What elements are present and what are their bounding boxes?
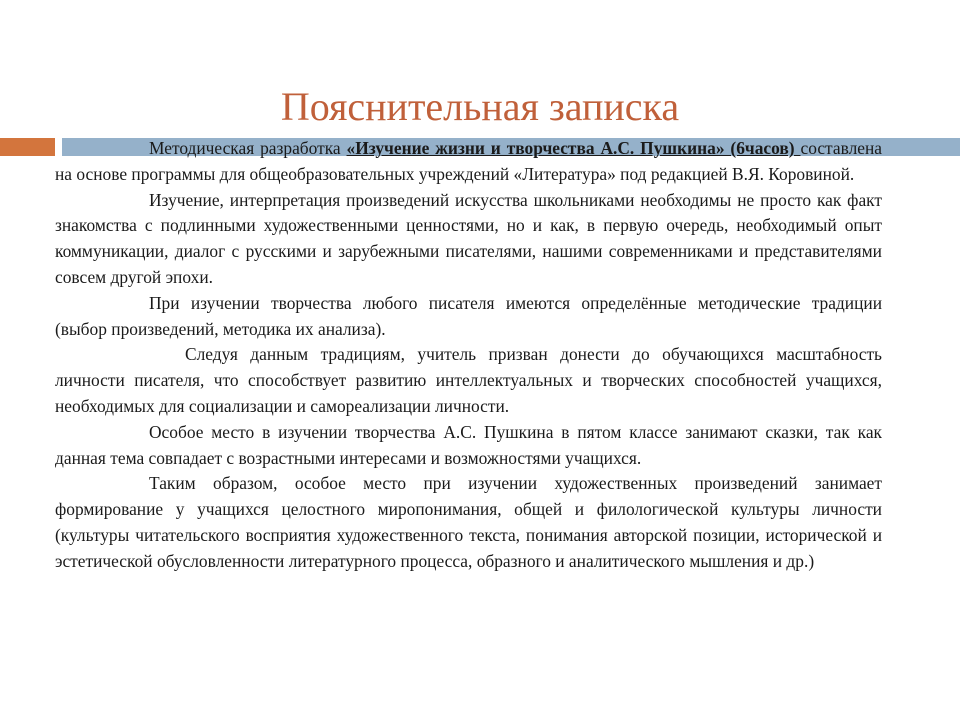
slide-title: Пояснительная записка: [280, 84, 680, 129]
intro-course-title: «Изучение жизни и творчества А.С. Пушкина» (6часов): [346, 138, 801, 158]
intro-rest: составлена на основе программы для общеобразовательных учреждений «Литература» под редакцией В.Я. Коровиной.: [55, 138, 882, 184]
paragraph-intro: [55, 136, 882, 188]
paragraph-fairy-tales: Особое место в изучении творчества А.С. Пушкина в пятом классе занимают сказки, так как данная тема совпадает с возрастными интересами и возможностями учащихся.: [55, 421, 882, 468]
accent-bar-orange: [0, 138, 55, 156]
paragraph-interpretation: Изучение, интерпретация произведений искусства школьниками необходимы не просто как факт знакомства с подлинными художественными ценностями, но и как, в первую очередь, необходимый опыт коммуникации, диалог с русскими и зарубежными писателями, нашими современниками и представителями совсем другой эпохи.: [55, 189, 882, 287]
paragraph-traditions: При изучении творчества любого писателя имеются определённые методические традиции (выбор произведений, методика их анализа).: [55, 292, 882, 339]
intro-lead: Методическая разработка: [149, 138, 347, 158]
paragraph-conclusion: Таким образом, особое место при изучении художественных произведений занимает формирование у учащихся целостного миропонимания, общей и филологической культуры личности (культуры читательского восприятия художественного текста, понимания авторской позиции, исторической и эстетической обусловленности литературного процесса, образного и аналитического мышления и др.): [55, 473, 882, 571]
paragraph-teacher-role: Следуя данным традициям, учитель призван донести до обучающихся масштабность личности писателя, что способствует развитию интеллектуальных и творческих способностей учащихся, необходимых для социализации и самореализации личности.: [55, 344, 882, 416]
body-text: [55, 136, 882, 575]
